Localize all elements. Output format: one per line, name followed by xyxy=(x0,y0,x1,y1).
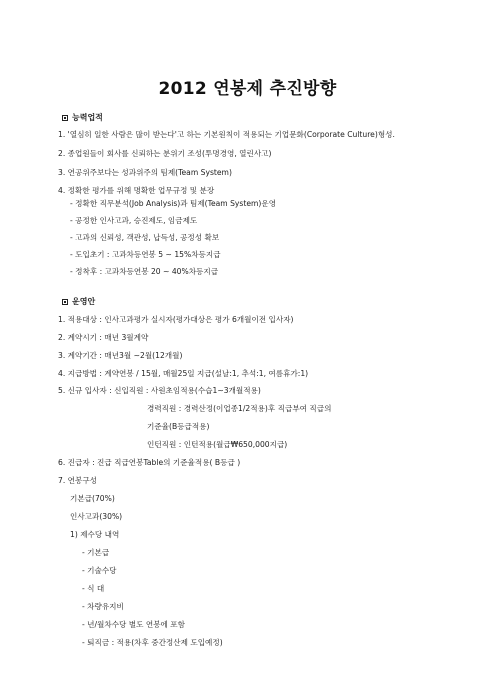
allowance-item: - 식 대 xyxy=(82,584,105,593)
sub-list-item: - 공정한 인사고과, 승진제도, 임금제도 xyxy=(70,216,198,225)
composition-item: 기본급(70%) xyxy=(70,494,115,503)
list-item: 4. 지급방법 : 계약연봉 / 15월, 매월25일 지급(설날:1, 추석:1, 여름휴가:1) xyxy=(58,369,309,378)
composition-item: 인사고과(30%) xyxy=(70,512,123,521)
checkbox-square-icon xyxy=(62,115,68,121)
continuation-line: 경력직원 : 경력산정(이업종1/2적용)후 직급부여 직급의 xyxy=(147,404,332,413)
section-heading-label: 능력업적 xyxy=(72,113,103,122)
list-item: 3. 연공위주보다는 성과위주의 팀제(Team System) xyxy=(58,168,232,177)
allowance-item: - 퇴직금 : 적용(차후 중간정산제 도입예정) xyxy=(82,638,223,647)
continuation-line: 기준율(B등급적용) xyxy=(147,422,210,431)
list-item: 1. 적용대상 : 인사고과평가 실시자(평가대상은 평가 6개월이전 입사자) xyxy=(58,315,294,324)
list-item: 1. '열심히 일한 사람은 많이 받는다'고 하는 기본원칙이 적용되는 기업문화(Corporate Culture)형성. xyxy=(58,130,395,139)
document-title: 2012 연봉제 추진방향 xyxy=(158,79,337,99)
continuation-line: 인턴직원 : 인턴적용(월급₩650,000지급) xyxy=(147,440,288,449)
section-heading-performance xyxy=(62,113,103,123)
list-item: 2. 계약시기 : 매년 3월계약 xyxy=(58,333,149,342)
allowance-item: - 차량유지비 xyxy=(82,602,124,611)
list-item: 6. 진급자 : 진급 직급연봉Table의 기준율적용( B등급 ) xyxy=(58,458,241,467)
list-item: 5. 신규 입사자 : 신입직원 : 사원초임적용(수습1~3개월적용) xyxy=(58,386,261,395)
sub-list-item: - 고과의 신뢰성, 객관성, 납득성, 공정성 확보 xyxy=(70,233,220,242)
section-heading-label: 운영안 xyxy=(72,297,96,306)
section-heading-operation xyxy=(62,297,95,307)
list-item: 7. 연봉구성 xyxy=(58,476,98,485)
checkbox-square-icon xyxy=(62,299,68,305)
sub-list-item: - 정확한 직무분석(Job Analysis)과 팀제(Team System)운영 xyxy=(70,199,277,208)
composition-item: 1) 제수당 내역 xyxy=(70,530,120,539)
allowance-item: - 년/월차수당 별도 연봉에 포함 xyxy=(82,620,185,629)
allowance-item: - 기본급 xyxy=(82,548,110,557)
allowance-item: - 기술수당 xyxy=(82,566,117,575)
sub-list-item: - 정착후 : 고과차등연봉 20 ~ 40%차등지급 xyxy=(70,267,219,276)
list-item: 3. 계약기간 : 매년3월 ~2월(12개월) xyxy=(58,351,183,360)
list-item: 4. 정확한 평가를 위해 명확한 업무규정 및 분장 xyxy=(58,186,215,195)
sub-list-item: - 도입초기 : 고과차등연봉 5 ~ 15%차등지급 xyxy=(70,250,221,259)
list-item: 2. 종업원들이 회사를 신뢰하는 분위기 조성(투명경영, 열린사고) xyxy=(58,149,272,158)
